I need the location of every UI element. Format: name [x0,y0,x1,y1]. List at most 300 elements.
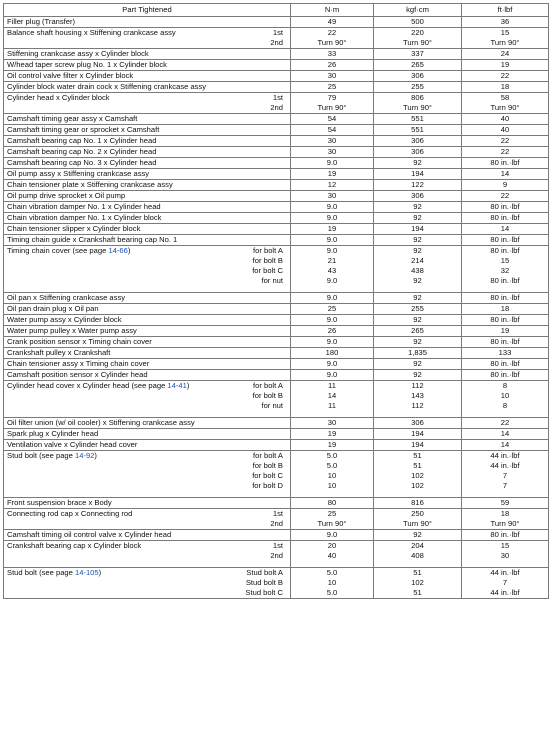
nm-value: 79 [327,93,337,102]
table-row [4,158,549,169]
kgf-cm-value-cell [374,246,462,293]
nm-value-cell [291,337,374,348]
ft-lbf-value-cell [462,180,549,191]
part-name [7,158,287,168]
kgf-cm-value-cell [374,71,462,82]
ft-lbf-value: 19 [500,326,510,335]
nm-value-cell [291,235,374,246]
ft-lbf-value: 15 [500,541,510,550]
kgf-cm-value-cell [374,541,462,568]
nm-value: 9.0 [326,246,338,255]
part-name-suffix: ) [186,381,190,390]
kgf-cm-value: 143 [411,391,424,400]
nm-value: 19 [327,169,337,178]
ft-lbf-value: 44 in.·lbf [490,568,520,577]
ft-lbf-value-cell [462,326,549,337]
kgf-cm-value: 51 [413,461,422,470]
page-reference-link[interactable]: 14-92 [74,451,95,460]
part-name [7,82,287,92]
part-name-text: Oil pump drive sprocket x Oil pump [7,191,126,200]
part-cell [4,125,291,136]
ft-lbf-value: 59 [500,498,510,507]
table-row [4,246,549,293]
sub-label: 2nd [270,519,283,528]
sub-label: Stud bolt A [246,568,283,577]
page-reference-link[interactable]: 14-66 [108,246,128,255]
part-name [7,114,287,124]
part-cell [4,440,291,451]
nm-value-cell [291,60,374,71]
ft-lbf-value: 8 [502,381,508,390]
part-name-text: Cylinder block water drain cock x Stiffening crankcase assy [7,82,207,91]
part-cell [4,169,291,180]
part-name-text: Camshaft bearing cap No. 2 x Cylinder head [7,147,157,156]
nm-value: 9.0 [326,530,338,539]
ft-lbf-value: 58 [500,93,510,102]
kgf-cm-value-cell [374,429,462,440]
nm-value: 9.0 [326,337,338,346]
ft-lbf-value: 44 in.·lbf [490,461,520,470]
nm-value-cell [291,114,374,125]
part-name [7,293,287,303]
kgf-cm-value: 438 [411,266,424,275]
part-name [7,235,287,245]
part-cell [4,326,291,337]
sub-label: 2nd [270,103,283,112]
kgf-cm-value-cell [374,381,462,418]
kgf-cm-value: 306 [411,418,424,427]
kgf-cm-value: 51 [413,588,422,597]
kgf-cm-value: Turn 90° [403,38,432,47]
part-name-text: Camshaft position sensor x Cylinder head [7,370,148,379]
part-name-text: Stud bolt (see page [7,451,75,460]
nm-value-cell [291,429,374,440]
nm-value: 9.0 [326,202,338,211]
ft-lbf-value: 80 in.·lbf [490,315,520,324]
part-name-text: Oil control valve filter x Cylinder block [7,71,134,80]
part-cell [4,224,291,235]
part-cell [4,28,291,49]
part-name-text: Camshaft bearing cap No. 1 x Cylinder head [7,136,157,145]
ft-lbf-value-cell [462,429,549,440]
kgf-cm-value: 306 [411,147,424,156]
ft-lbf-value-cell [462,293,549,304]
ft-lbf-value: Turn 90° [490,519,520,528]
nm-value: 26 [327,60,337,69]
part-cell [4,370,291,381]
part-name-text: Water pump pulley x Water pump assy [7,326,137,335]
ft-lbf-value: 40 [500,114,510,123]
ft-lbf-value-cell [462,246,549,293]
ft-lbf-value-cell [462,568,549,599]
nm-value: 12 [327,180,337,189]
page-reference-link[interactable]: 14-105 [74,568,99,577]
sub-label: 1st [272,28,283,37]
ft-lbf-value-cell [462,440,549,451]
ft-lbf-value-cell [462,147,549,158]
part-cell [4,348,291,359]
kgf-cm-value: 92 [413,246,422,255]
nm-value-cell [291,71,374,82]
nm-value-cell [291,451,374,498]
table-row [4,213,549,224]
ft-lbf-value-cell [462,509,549,530]
kgf-cm-value: 500 [411,17,424,26]
kgf-cm-value-cell [374,235,462,246]
nm-value: 10 [327,578,337,587]
kgf-cm-value: 92 [413,293,422,302]
part-name [7,530,287,540]
part-cell [4,568,291,599]
nm-value: 11 [328,381,336,390]
part-cell [4,114,291,125]
nm-value: 180 [325,348,339,357]
kgf-cm-value-cell [374,568,462,599]
nm-value: 40 [327,551,337,560]
part-name-text: Camshaft bearing cap No. 3 x Cylinder head [7,158,157,167]
part-name-text: Oil pan x Stiffening crankcase assy [7,293,126,302]
part-name-text: Camshaft timing oil control valve x Cylinder head [7,530,172,539]
nm-value-cell [291,498,374,509]
nm-value-cell [291,326,374,337]
kgf-cm-value-cell [374,28,462,49]
table-row [4,147,549,158]
ft-lbf-value: 19 [500,60,510,69]
kgf-cm-value-cell [374,125,462,136]
nm-value-cell [291,213,374,224]
ft-lbf-value: 32 [500,266,510,275]
part-name [7,429,287,439]
part-name [7,49,287,59]
kgf-cm-value-cell [374,114,462,125]
ft-lbf-value: 24 [500,49,510,58]
ft-lbf-value: 8 [502,401,508,410]
kgf-cm-value-cell [374,348,462,359]
kgf-cm-value: 102 [411,471,424,480]
ft-lbf-value: 80 in.·lbf [490,213,520,222]
kgf-cm-value: 551 [411,114,424,123]
part-name-text: Crank position sensor x Timing chain cover [7,337,152,346]
sub-label: for bolt B [252,461,283,470]
kgf-cm-value: 122 [411,180,424,189]
part-cell [4,93,291,114]
ft-lbf-value-cell [462,498,549,509]
nm-value-cell [291,28,374,49]
kgf-cm-value-cell [374,315,462,326]
nm-value-cell [291,541,374,568]
nm-value: 19 [327,429,337,438]
part-cell [4,17,291,28]
nm-value-cell [291,348,374,359]
kgf-cm-value-cell [374,440,462,451]
ft-lbf-value: 80 in.·lbf [490,370,520,379]
table-row [4,224,549,235]
kgf-cm-value-cell [374,202,462,213]
sub-label: 2nd [270,551,283,560]
part-cell [4,191,291,202]
kgf-cm-value: 250 [411,509,424,518]
part-cell [4,304,291,315]
nm-value-cell [291,202,374,213]
part-cell [4,136,291,147]
nm-value-cell [291,246,374,293]
ft-lbf-value-cell [462,125,549,136]
kgf-cm-value: 92 [413,213,422,222]
nm-value: 9.0 [326,359,338,368]
kgf-cm-value: 92 [413,276,422,285]
page-reference-link[interactable]: 14-41 [167,381,187,390]
ft-lbf-value-cell [462,451,549,498]
kgf-cm-value: 337 [411,49,424,58]
ft-lbf-value-cell [462,202,549,213]
nm-value: 20 [327,541,337,550]
nm-value-cell [291,147,374,158]
ft-lbf-value-cell [462,530,549,541]
nm-value: 80 [327,498,337,507]
kgf-cm-value: 265 [411,326,424,335]
kgf-cm-value: 92 [413,530,422,539]
part-cell [4,235,291,246]
part-name [7,440,287,450]
part-name [7,224,287,234]
part-name [7,17,287,27]
ft-lbf-value: 22 [500,147,510,156]
kgf-cm-value-cell [374,213,462,224]
ft-lbf-value-cell [462,136,549,147]
part-cell [4,158,291,169]
nm-value: 9.0 [326,293,338,302]
nm-value: Turn 90° [317,519,347,528]
ft-lbf-value-cell [462,541,549,568]
part-name-text: Connecting rod cap x Connecting rod [7,509,133,518]
ft-lbf-value-cell [462,418,549,429]
nm-value: 30 [327,136,337,145]
part-name [7,337,287,347]
sub-label: for nut [261,401,283,410]
part-cell [4,180,291,191]
kgf-cm-value: 92 [413,202,422,211]
kgf-cm-value: 306 [411,136,424,145]
part-name-text: Chain vibration damper No. 1 x Cylinder block [7,213,162,222]
part-name [7,370,287,380]
ft-lbf-value: 80 in.·lbf [490,276,520,285]
ft-lbf-value: 80 in.·lbf [490,202,520,211]
table-row [4,530,549,541]
part-name-text: W/head taper screw plug No. 1 x Cylinder block [7,60,167,69]
kgf-cm-value-cell [374,337,462,348]
sub-label: Stud bolt C [245,588,283,597]
ft-lbf-value: 15 [500,28,510,37]
nm-value-cell [291,158,374,169]
part-name-text: Chain tensioner slipper x Cylinder block [7,224,141,233]
part-name-text: Balance shaft housing x Stiffening crankcase assy [7,28,176,37]
ft-lbf-value-cell [462,381,549,418]
kgf-cm-value: 102 [411,481,424,490]
kgf-cm-value-cell [374,498,462,509]
ft-lbf-value: 80 in.·lbf [490,293,520,302]
ft-lbf-value: 7 [502,481,508,490]
nm-value: 5.0 [326,461,338,470]
sub-label: for nut [261,276,283,285]
kgf-cm-value-cell [374,530,462,541]
nm-value: 54 [327,125,337,134]
part-name [7,180,287,190]
kgf-cm-value-cell [374,451,462,498]
ft-lbf-value: 22 [500,418,510,427]
ft-lbf-value-cell [462,49,549,60]
ft-lbf-value: 18 [500,509,510,518]
table-row [4,315,549,326]
table-row [4,429,549,440]
ft-lbf-value: 36 [500,17,510,26]
kgf-cm-value: 408 [411,551,424,560]
kgf-cm-value-cell [374,158,462,169]
kgf-cm-value: Turn 90° [403,519,432,528]
nm-value: 5.0 [326,568,338,577]
part-name-text: Chain tensioner plate x Stiffening crankcase assy [7,180,173,189]
kgf-cm-value: 102 [411,578,424,587]
kgf-cm-value: 92 [413,370,422,379]
part-cell [4,202,291,213]
ft-lbf-value: 44 in.·lbf [490,451,520,460]
ft-lbf-value-cell [462,93,549,114]
sub-label: 2nd [270,38,283,47]
nm-value-cell [291,530,374,541]
nm-value: 5.0 [326,451,338,460]
nm-value: 10 [327,481,337,490]
ft-lbf-value: 18 [500,82,510,91]
nm-value: 19 [327,440,337,449]
table-row [4,49,549,60]
table-row [4,82,549,93]
ft-lbf-value-cell [462,370,549,381]
table-row [4,17,549,28]
table-row [4,509,549,530]
kgf-cm-value-cell [374,224,462,235]
table-row [4,440,549,451]
table-row [4,418,549,429]
kgf-cm-value: 194 [411,169,424,178]
nm-value: 30 [327,418,337,427]
sub-label: Stud bolt B [245,578,283,587]
part-name-text: Oil filter union (w/ oil cooler) x Stiffening crankcase assy [7,418,195,427]
nm-value-cell [291,49,374,60]
ft-lbf-value: 18 [500,304,510,313]
nm-value-cell [291,169,374,180]
part-name-suffix: ) [98,568,102,577]
ft-lbf-value: 22 [500,71,510,80]
ft-lbf-value: 14 [500,169,510,178]
table-row [4,136,549,147]
kgf-cm-value-cell [374,169,462,180]
part-cell [4,541,291,568]
kgf-cm-value-cell [374,326,462,337]
nm-value: 5.0 [326,588,338,597]
nm-value: 21 [327,256,337,265]
ft-lbf-value: 133 [498,348,512,357]
ft-lbf-value-cell [462,359,549,370]
part-cell [4,381,291,418]
table-row [4,541,549,568]
nm-value: 22 [327,28,337,37]
ft-lbf-value: 15 [500,256,510,265]
table-row [4,202,549,213]
ft-lbf-value-cell [462,213,549,224]
nm-value: 10 [327,471,337,480]
nm-value: 9.0 [326,315,338,324]
table-row [4,169,549,180]
table-row [4,125,549,136]
part-name-text: Front suspension brace x Body [7,498,112,507]
part-name [7,315,287,325]
ft-lbf-value-cell [462,191,549,202]
kgf-cm-value-cell [374,370,462,381]
kgf-cm-value: 220 [411,28,424,37]
sub-label: 1st [272,509,283,518]
nm-value-cell [291,93,374,114]
nm-value-cell [291,509,374,530]
nm-value: 54 [327,114,337,123]
ft-lbf-value-cell [462,60,549,71]
kgf-cm-value-cell [374,293,462,304]
nm-value: 9.0 [326,235,338,244]
part-cell [4,82,291,93]
table-row [4,71,549,82]
part-name-suffix: ) [94,451,97,460]
part-name [7,359,287,369]
ft-lbf-value: 80 in.·lbf [490,158,520,167]
kgf-cm-value: 92 [413,235,422,244]
ft-lbf-value: 40 [500,125,510,134]
ft-lbf-value: 80 in.·lbf [490,359,520,368]
part-name [7,136,287,146]
table-body [4,17,549,599]
ft-lbf-value: Turn 90° [490,103,520,112]
part-cell [4,530,291,541]
part-name [7,125,287,135]
table-row [4,28,549,49]
nm-value: 43 [327,266,337,275]
kgf-cm-value: 551 [411,125,424,134]
kgf-cm-value: 92 [413,315,422,324]
nm-value: 9.0 [326,370,338,379]
part-name-text: Camshaft timing gear or sprocket x Camshaft [7,125,160,134]
table-row [4,326,549,337]
part-cell [4,60,291,71]
kgf-cm-value-cell [374,191,462,202]
kgf-cm-value: 92 [413,158,422,167]
ft-lbf-value: 14 [500,429,510,438]
kgf-cm-value: 255 [411,82,424,91]
sub-label: 1st [272,93,283,102]
nm-value-cell [291,17,374,28]
nm-value-cell [291,82,374,93]
table-header-row [4,4,549,17]
table-row [4,568,549,599]
part-name-suffix: ) [127,246,131,255]
part-name-text: Spark plug x Cylinder head [7,429,99,438]
part-name-text: Timing chain guide x Crankshaft bearing cap No. 1 [7,235,178,244]
ft-lbf-value: 30 [500,551,510,560]
part-name [7,147,287,157]
kgf-cm-value: 112 [411,381,424,390]
nm-value-cell [291,440,374,451]
part-cell [4,315,291,326]
ft-lbf-value: 14 [500,224,510,233]
part-name-text: Filler plug (Transfer) [7,17,76,26]
kgf-cm-value: 255 [411,304,424,313]
part-cell [4,246,291,293]
